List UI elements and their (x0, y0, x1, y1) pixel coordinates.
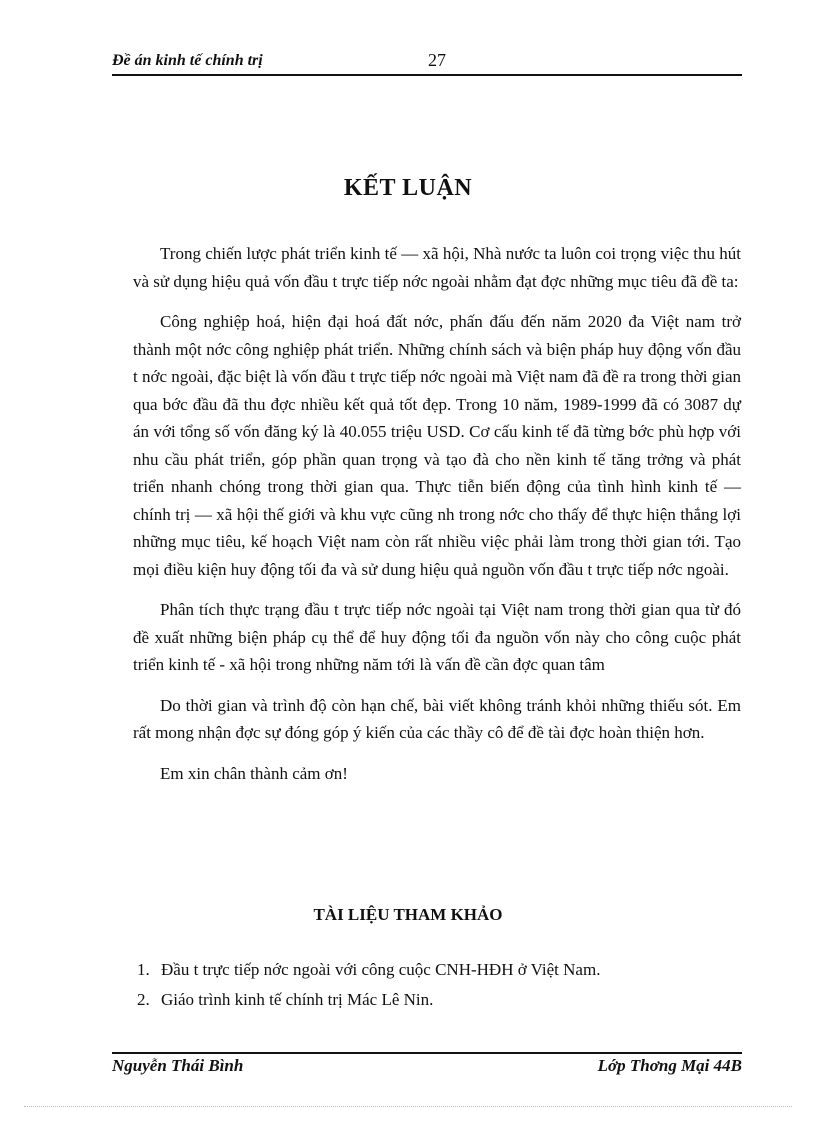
page-bottom-divider (24, 1106, 792, 1107)
reference-text: Giáo trình kinh tế chính trị Mác Lê Nin. (161, 990, 434, 1009)
body-text (133, 240, 741, 800)
section-title: KẾT LUẬN (343, 175, 473, 201)
closing-line: Em xin chân thành cảm ơn! (160, 763, 348, 783)
reference-item (137, 955, 737, 985)
paragraph: Công nghiệp hoá, hiện đại hoá đất nớc, phấn đấu đến năm 2020 đa Việt nam trở thành một nớc công nghiệp phát triển. Những chính sách và biện pháp huy động vốn đầu t nớc ngoài, đặc biệt là vốn đầu t trực tiếp nớc ngoài mà Việt nam đã đề ra trong thời gian qua bớc đầu đã thu đợc nhiều kết quả tốt đẹp. Trong 10 năm, 1989-1999 đã có 3087 dự án với tổng số vốn đăng ký là 40.055 triệu USD. Cơ cấu kinh tế đã từng bớc phù hợp với nhu cầu phát triển, góp phần quan trọng và tạo đà cho nền kinh tế tăng trởng và phát triển nhanh chóng trong thời gian qua. Thực tiễn biến động của tình hình kinh tế — chính trị — xã hội thế giới và khu vực cũng nh trong nớc cho thấy để thực hiện thắng lợi những mục tiêu, kế hoạch Việt nam còn rất nhiều việc phải làm trong thời gian tới. Tạo mọi điều kiện huy động tối đa và sử dung hiệu quả nguồn vốn đầu t trực tiếp nớc ngoài. (133, 312, 741, 579)
paragraph: Phân tích thực trạng đầu t trực tiếp nớc ngoài tại Việt nam trong thời gian qua từ đó đề xuất những biện pháp cụ thể để huy động tối đa nguồn vốn này cho công cuộc phát triển kinh tế - xã hội trong những năm tới là vấn đề cần đợc quan tâm (133, 600, 741, 674)
page-number: 27 (428, 50, 446, 70)
reference-number: 1. (137, 960, 150, 979)
references-title: TÀI LIỆU THAM KHẢO (313, 905, 503, 924)
footer-author: Nguyễn Thái Bình (112, 1056, 244, 1075)
reference-text: Đầu t trực tiếp nớc ngoài với công cuộc CNH-HĐH ở Việt Nam. (161, 960, 601, 979)
page-header (112, 50, 742, 76)
references-list (137, 955, 737, 1015)
paragraph: Do thời gian và trình độ còn hạn chế, bài viết không tránh khỏi những thiếu sót. Em rất mong nhận đợc sự đóng góp ý kiến của các thầy cô để đề tài đợc hoàn thiện hơn. (133, 695, 741, 742)
reference-item (137, 985, 737, 1015)
footer-divider (112, 1052, 742, 1054)
paragraph: Trong chiến lược phát triển kinh tế — xã hội, Nhà nước ta luôn coi trọng việc thu hút và sử dụng hiệu quả vốn đầu t trực tiếp nớc ngoài nhằm đạt đợc những mục tiêu đã đề ta: (133, 244, 741, 291)
footer-class: Lớp Thơng Mại 44B (597, 1056, 742, 1075)
reference-number: 2. (137, 990, 150, 1009)
header-title: Đề án kinh tế chính trị (112, 52, 263, 69)
